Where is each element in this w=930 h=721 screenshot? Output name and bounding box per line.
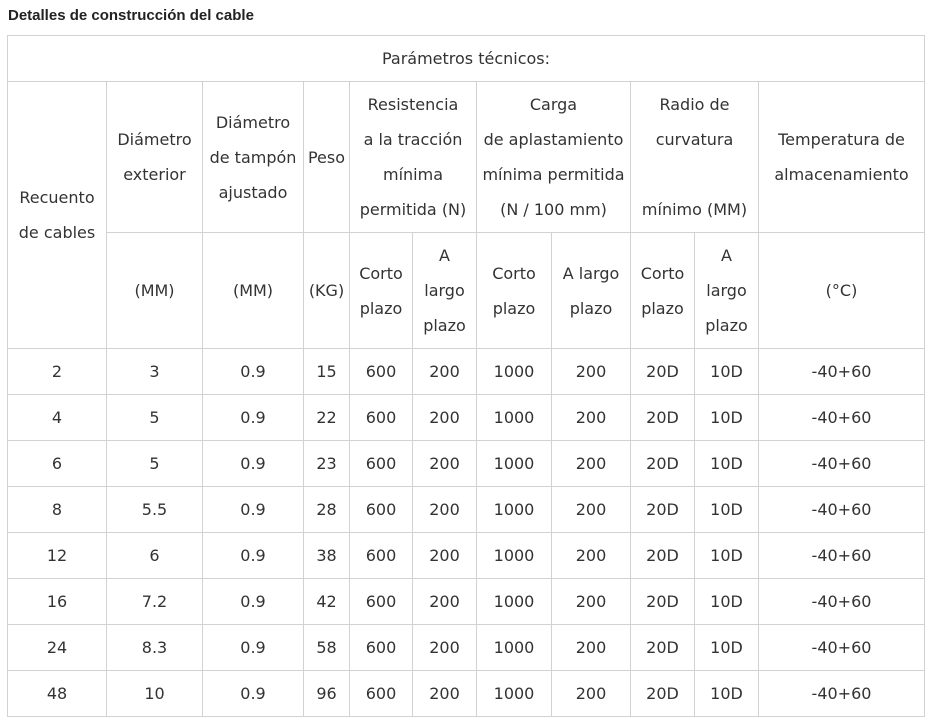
cell-crush-long: 200 xyxy=(552,625,631,671)
header-bend-radius xyxy=(631,82,759,233)
subheader-crush-short: Corto plazo xyxy=(477,233,552,349)
cell-tensile-short: 600 xyxy=(350,487,413,533)
cell-radius-long: 10D xyxy=(695,487,759,533)
cell-outer-diameter: 3 xyxy=(107,349,203,395)
cell-storage-temp: -40+60 xyxy=(759,395,925,441)
cell-crush-short: 1000 xyxy=(477,441,552,487)
cell-storage-temp: -40+60 xyxy=(759,441,925,487)
cell-storage-temp: -40+60 xyxy=(759,487,925,533)
cell-tensile-long: 200 xyxy=(413,487,477,533)
cell-weight: 42 xyxy=(304,579,350,625)
cell-weight: 58 xyxy=(304,625,350,671)
cell-tensile-short: 600 xyxy=(350,625,413,671)
cell-cable-count: 4 xyxy=(8,395,107,441)
cell-storage-temp: -40+60 xyxy=(759,579,925,625)
cell-buffer-diameter: 0.9 xyxy=(203,349,304,395)
subheader-tensile-short: Corto plazo xyxy=(350,233,413,349)
unit-weight: (KG) xyxy=(304,233,350,349)
cell-radius-short: 20D xyxy=(631,487,695,533)
cell-storage-temp: -40+60 xyxy=(759,625,925,671)
cell-crush-long: 200 xyxy=(552,671,631,717)
table-row xyxy=(8,671,925,717)
cell-radius-short: 20D xyxy=(631,671,695,717)
cell-tensile-long: 200 xyxy=(413,625,477,671)
cell-radius-long: 10D xyxy=(695,579,759,625)
cell-cable-count: 2 xyxy=(8,349,107,395)
header-outer-diameter: Diámetro exterior xyxy=(107,82,203,233)
header-cable-count: Recuento de cables xyxy=(8,82,107,349)
cell-radius-long: 10D xyxy=(695,441,759,487)
table-row xyxy=(8,625,925,671)
cell-radius-short: 20D xyxy=(631,533,695,579)
cell-tensile-long: 200 xyxy=(413,579,477,625)
cell-crush-long: 200 xyxy=(552,395,631,441)
cell-buffer-diameter: 0.9 xyxy=(203,395,304,441)
cell-cable-count: 24 xyxy=(8,625,107,671)
cell-buffer-diameter: 0.9 xyxy=(203,625,304,671)
table-row xyxy=(8,349,925,395)
header-crush-load: Carga de aplastamiento mínima permitida (N / 100 mm) xyxy=(477,82,631,233)
table-row xyxy=(8,533,925,579)
cell-weight: 28 xyxy=(304,487,350,533)
cell-outer-diameter: 5 xyxy=(107,395,203,441)
table-row xyxy=(8,395,925,441)
cell-buffer-diameter: 0.9 xyxy=(203,441,304,487)
header-tensile-strength: Resistencia a la tracción mínima permitida (N) xyxy=(350,82,477,233)
cell-cable-count: 6 xyxy=(8,441,107,487)
cell-radius-short: 20D xyxy=(631,441,695,487)
cell-tensile-short: 600 xyxy=(350,395,413,441)
cell-tensile-long: 200 xyxy=(413,395,477,441)
subheader-radius-long: A largo plazo xyxy=(695,233,759,349)
table-body xyxy=(8,349,925,717)
cell-buffer-diameter: 0.9 xyxy=(203,487,304,533)
table-row xyxy=(8,487,925,533)
cell-crush-long: 200 xyxy=(552,441,631,487)
cell-buffer-diameter: 0.9 xyxy=(203,579,304,625)
cable-specs-table xyxy=(7,35,925,717)
cell-tensile-short: 600 xyxy=(350,579,413,625)
cell-crush-short: 1000 xyxy=(477,487,552,533)
cell-cable-count: 12 xyxy=(8,533,107,579)
subheader-crush-long: A largo plazo xyxy=(552,233,631,349)
cell-radius-short: 20D xyxy=(631,579,695,625)
unit-storage-temp: (°C) xyxy=(759,233,925,349)
cell-outer-diameter: 5 xyxy=(107,441,203,487)
header-bend-radius-bottom: mínimo (MM) xyxy=(641,200,748,219)
cell-storage-temp: -40+60 xyxy=(759,671,925,717)
cell-radius-short: 20D xyxy=(631,349,695,395)
cell-buffer-diameter: 0.9 xyxy=(203,671,304,717)
cell-tensile-long: 200 xyxy=(413,441,477,487)
cell-weight: 23 xyxy=(304,441,350,487)
cell-crush-long: 200 xyxy=(552,579,631,625)
cell-tensile-long: 200 xyxy=(413,533,477,579)
cell-tensile-short: 600 xyxy=(350,441,413,487)
cell-tensile-short: 600 xyxy=(350,671,413,717)
header-bend-radius-gap xyxy=(633,157,756,192)
section-title: Detalles de construcción del cable xyxy=(8,7,254,24)
cell-outer-diameter: 10 xyxy=(107,671,203,717)
table-row xyxy=(8,579,925,625)
cell-crush-short: 1000 xyxy=(477,533,552,579)
cell-cable-count: 48 xyxy=(8,671,107,717)
header-bend-radius-top: Radio de curvatura xyxy=(655,95,734,149)
cell-radius-long: 10D xyxy=(695,533,759,579)
cell-buffer-diameter: 0.9 xyxy=(203,533,304,579)
cell-outer-diameter: 8.3 xyxy=(107,625,203,671)
cell-radius-short: 20D xyxy=(631,625,695,671)
cell-crush-short: 1000 xyxy=(477,349,552,395)
cell-weight: 22 xyxy=(304,395,350,441)
subheader-radius-short: Corto plazo xyxy=(631,233,695,349)
cell-outer-diameter: 6 xyxy=(107,533,203,579)
cell-radius-long: 10D xyxy=(695,671,759,717)
subheader-tensile-long: A largo plazo xyxy=(413,233,477,349)
cell-tensile-long: 200 xyxy=(413,671,477,717)
cell-weight: 15 xyxy=(304,349,350,395)
cell-tensile-short: 600 xyxy=(350,349,413,395)
cell-tensile-short: 600 xyxy=(350,533,413,579)
unit-buffer-diameter: (MM) xyxy=(203,233,304,349)
cell-crush-long: 200 xyxy=(552,349,631,395)
cell-crush-short: 1000 xyxy=(477,579,552,625)
cell-crush-short: 1000 xyxy=(477,395,552,441)
cell-crush-long: 200 xyxy=(552,533,631,579)
cell-cable-count: 16 xyxy=(8,579,107,625)
cell-radius-long: 10D xyxy=(695,625,759,671)
cell-outer-diameter: 7.2 xyxy=(107,579,203,625)
header-buffer-diameter: Diámetro de tampón ajustado xyxy=(203,82,304,233)
cell-radius-long: 10D xyxy=(695,349,759,395)
cell-outer-diameter: 5.5 xyxy=(107,487,203,533)
cell-tensile-long: 200 xyxy=(413,349,477,395)
cell-storage-temp: -40+60 xyxy=(759,533,925,579)
unit-outer-diameter: (MM) xyxy=(107,233,203,349)
header-weight: Peso xyxy=(304,82,350,233)
header-storage-temp: Temperatura de almacenamiento xyxy=(759,82,925,233)
cell-radius-long: 10D xyxy=(695,395,759,441)
table-row xyxy=(8,441,925,487)
cell-radius-short: 20D xyxy=(631,395,695,441)
cell-crush-short: 1000 xyxy=(477,671,552,717)
table-header xyxy=(8,36,925,349)
cell-storage-temp: -40+60 xyxy=(759,349,925,395)
cell-crush-short: 1000 xyxy=(477,625,552,671)
table-caption: Parámetros técnicos: xyxy=(8,36,925,82)
cell-weight: 96 xyxy=(304,671,350,717)
cell-cable-count: 8 xyxy=(8,487,107,533)
cell-crush-long: 200 xyxy=(552,487,631,533)
cell-weight: 38 xyxy=(304,533,350,579)
